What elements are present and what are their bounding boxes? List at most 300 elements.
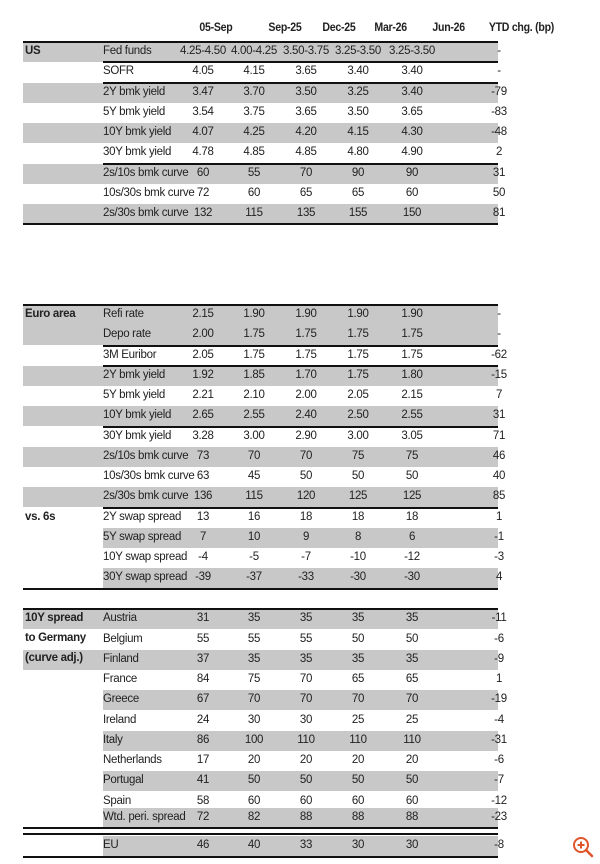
row-label: Finland bbox=[103, 653, 139, 665]
section-bottom-rule bbox=[23, 223, 498, 225]
section-bottom-rule bbox=[23, 827, 498, 829]
table-row bbox=[23, 771, 504, 791]
cell-value: 60 bbox=[405, 187, 419, 199]
cell-value: - bbox=[497, 308, 501, 320]
cell-value: -23 bbox=[491, 811, 507, 823]
row-label: SOFR bbox=[103, 65, 134, 77]
cell-value: 50 bbox=[405, 470, 419, 482]
cell-value: 125 bbox=[348, 490, 368, 502]
cell-value: 2.55 bbox=[243, 409, 265, 421]
cell-value: 4.78 bbox=[192, 146, 214, 158]
cell-value: 75 bbox=[351, 450, 365, 462]
cell-value: 1 bbox=[495, 673, 503, 685]
cell-value: 2.05 bbox=[347, 389, 369, 401]
column-header: Dec-25 bbox=[322, 22, 356, 34]
cell-value: 1.85 bbox=[243, 369, 265, 381]
cell-value: 60 bbox=[196, 167, 210, 179]
cell-value: 88 bbox=[299, 811, 313, 823]
row-label: 10Y bmk yield bbox=[103, 126, 172, 138]
cell-value: 132 bbox=[193, 207, 213, 219]
cell-value: -12 bbox=[491, 795, 507, 807]
section-bottom-rule bbox=[23, 856, 498, 858]
cell-value: 3.00 bbox=[243, 430, 265, 442]
cell-value: -7 bbox=[494, 774, 504, 786]
cell-value: 135 bbox=[296, 207, 316, 219]
cell-value: -4 bbox=[494, 714, 504, 726]
cell-value: 1.75 bbox=[295, 349, 317, 361]
divider-rule bbox=[103, 163, 498, 165]
table-row bbox=[23, 325, 501, 345]
cell-value: 1.75 bbox=[347, 349, 369, 361]
cell-value: 35 bbox=[247, 612, 261, 624]
cell-value: 18 bbox=[299, 511, 313, 523]
table-row bbox=[23, 386, 503, 406]
cell-value: 63 bbox=[196, 470, 210, 482]
cell-value: 3.00 bbox=[347, 430, 369, 442]
table-row bbox=[23, 83, 507, 103]
cell-value: 50 bbox=[492, 187, 506, 199]
cell-value: 70 bbox=[405, 693, 419, 705]
row-label: 30Y bmk yield bbox=[103, 146, 172, 158]
row-label: 5Y swap spread bbox=[103, 531, 182, 543]
cell-value: -9 bbox=[494, 653, 504, 665]
cell-value: 20 bbox=[247, 754, 261, 766]
cell-value: 3.05 bbox=[401, 430, 423, 442]
cell-value: 100 bbox=[244, 734, 264, 746]
divider-rule bbox=[103, 345, 498, 347]
cell-value: 73 bbox=[196, 450, 210, 462]
row-label: EU bbox=[103, 839, 119, 851]
cell-value: 25 bbox=[405, 714, 419, 726]
cell-value: 55 bbox=[247, 167, 261, 179]
cell-value: 3.40 bbox=[401, 65, 423, 77]
row-label: 5Y bmk yield bbox=[103, 106, 166, 118]
row-label: Netherlands bbox=[103, 754, 162, 766]
table-row bbox=[23, 123, 507, 143]
cell-value: 35 bbox=[299, 612, 313, 624]
group-label: US bbox=[25, 45, 41, 57]
cell-value: 24 bbox=[196, 714, 210, 726]
column-header-row bbox=[23, 22, 555, 40]
cell-value: 70 bbox=[351, 693, 365, 705]
cell-value: 7 bbox=[199, 531, 207, 543]
row-label: Refi rate bbox=[103, 308, 144, 320]
table-row bbox=[23, 548, 504, 568]
cell-value: 25 bbox=[351, 714, 365, 726]
cell-value: 40 bbox=[247, 839, 261, 851]
cell-value: 3.47 bbox=[192, 86, 214, 98]
row-label: 2s/10s bmk curve bbox=[103, 450, 189, 462]
cell-value: 30 bbox=[247, 714, 261, 726]
cell-value: 110 bbox=[297, 734, 315, 746]
row-label: Ireland bbox=[103, 714, 137, 726]
row-label: 3M Euribor bbox=[103, 349, 157, 361]
cell-value: 20 bbox=[405, 754, 419, 766]
cell-value: 81 bbox=[492, 207, 506, 219]
group-label: to Germany bbox=[25, 632, 86, 644]
row-label: Wtd. peri. spread bbox=[103, 811, 186, 823]
table-row bbox=[23, 164, 506, 184]
cell-value: 136 bbox=[193, 490, 213, 502]
cell-value: 2.15 bbox=[192, 308, 214, 320]
cell-value: 18 bbox=[405, 511, 419, 523]
cell-value: 30 bbox=[351, 839, 365, 851]
cell-value: 3.50 bbox=[347, 106, 369, 118]
column-header: Sep-25 bbox=[268, 22, 302, 34]
cell-value: 110 bbox=[349, 734, 367, 746]
cell-value: 72 bbox=[196, 187, 210, 199]
cell-value: 41 bbox=[196, 774, 210, 786]
row-label: 10s/30s bmk curve bbox=[103, 470, 195, 482]
cell-value: 46 bbox=[196, 839, 210, 851]
table-row bbox=[23, 670, 503, 690]
cell-value: 2.00 bbox=[192, 328, 214, 340]
cell-value: 3.70 bbox=[243, 86, 265, 98]
cell-value: 3.65 bbox=[401, 106, 423, 118]
cell-value: 31 bbox=[492, 167, 506, 179]
cell-value: 4.30 bbox=[401, 126, 423, 138]
cell-value: 50 bbox=[351, 470, 365, 482]
cell-value: 88 bbox=[351, 811, 365, 823]
row-label: 2Y swap spread bbox=[103, 511, 182, 523]
cell-value: 88 bbox=[405, 811, 419, 823]
cell-value: 125 bbox=[402, 490, 422, 502]
row-label: 10Y bmk yield bbox=[103, 409, 172, 421]
group-label: (curve adj.) bbox=[25, 652, 83, 664]
cell-value: 40 bbox=[492, 470, 506, 482]
table-row bbox=[23, 528, 504, 548]
cell-value: 4.25 bbox=[243, 126, 265, 138]
cell-value: -62 bbox=[491, 349, 507, 361]
cell-value: 20 bbox=[299, 754, 313, 766]
cell-value: 70 bbox=[299, 167, 313, 179]
cell-value: 1.90 bbox=[243, 308, 265, 320]
section-bottom-rule bbox=[23, 588, 498, 590]
cell-value: 35 bbox=[405, 612, 419, 624]
row-label: 30Y swap spread bbox=[103, 571, 188, 583]
cell-value: 3.28 bbox=[192, 430, 214, 442]
cell-value: - bbox=[497, 45, 501, 57]
cell-value: 70 bbox=[299, 673, 313, 685]
cell-value: 70 bbox=[299, 450, 313, 462]
cell-value: -79 bbox=[491, 86, 507, 98]
cell-value: 50 bbox=[247, 774, 261, 786]
cell-value: 3.25-3.50 bbox=[335, 45, 381, 57]
cell-value: 1.75 bbox=[295, 328, 317, 340]
cell-value: 4 bbox=[495, 571, 503, 583]
cell-value: 2.21 bbox=[192, 389, 214, 401]
cell-value: 4.15 bbox=[347, 126, 369, 138]
cell-value: 10 bbox=[247, 531, 261, 543]
row-label: 2s/30s bmk curve bbox=[103, 490, 189, 502]
cell-value: 2.05 bbox=[192, 349, 214, 361]
cell-value: 8 bbox=[354, 531, 362, 543]
cell-value: 70 bbox=[247, 450, 261, 462]
cell-value: 155 bbox=[348, 207, 368, 219]
table-row bbox=[23, 184, 506, 204]
row-label: 2Y bmk yield bbox=[103, 369, 166, 381]
cell-value: 18 bbox=[351, 511, 365, 523]
cell-value: 50 bbox=[299, 774, 313, 786]
cell-value: -33 bbox=[298, 571, 314, 583]
cell-value: 2.50 bbox=[347, 409, 369, 421]
row-label: Portugal bbox=[103, 774, 144, 786]
cell-value: 4.15 bbox=[243, 65, 265, 77]
table-row bbox=[23, 808, 507, 828]
cell-value: 82 bbox=[247, 811, 261, 823]
column-header: Jun-26 bbox=[432, 22, 465, 34]
row-label: 2s/10s bmk curve bbox=[103, 167, 189, 179]
cell-value: 90 bbox=[351, 167, 365, 179]
cell-value: 3.40 bbox=[401, 86, 423, 98]
table-row bbox=[23, 690, 507, 710]
table-row bbox=[23, 62, 501, 82]
cell-value: 3.25-3.50 bbox=[389, 45, 435, 57]
cell-value: -37 bbox=[246, 571, 262, 583]
cell-value: 86 bbox=[196, 734, 210, 746]
cell-value: 70 bbox=[247, 693, 261, 705]
cell-value: 35 bbox=[351, 653, 365, 665]
table-row bbox=[23, 568, 503, 588]
table-row bbox=[23, 792, 507, 808]
cell-value: -19 bbox=[491, 693, 507, 705]
cell-value: 2.40 bbox=[295, 409, 317, 421]
cell-value: 2.15 bbox=[401, 389, 423, 401]
row-label: Greece bbox=[103, 693, 139, 705]
table-row bbox=[23, 366, 507, 386]
cell-value: 3.25 bbox=[347, 86, 369, 98]
column-header: 05-Sep bbox=[199, 22, 233, 34]
cell-value: 50 bbox=[351, 774, 365, 786]
cell-value: -48 bbox=[491, 126, 507, 138]
cell-value: 1.75 bbox=[243, 349, 265, 361]
cell-value: 35 bbox=[299, 653, 313, 665]
row-label: 2Y bmk yield bbox=[103, 86, 166, 98]
cell-value: -7 bbox=[301, 551, 311, 563]
cell-value: 45 bbox=[247, 470, 261, 482]
cell-value: 1.75 bbox=[347, 369, 369, 381]
cell-value: 6 bbox=[408, 531, 416, 543]
cell-value: 115 bbox=[245, 207, 263, 219]
table-row bbox=[23, 751, 504, 771]
cell-value: 3.75 bbox=[243, 106, 265, 118]
cell-value: 115 bbox=[245, 490, 263, 502]
cell-value: -83 bbox=[491, 106, 507, 118]
cell-value: -39 bbox=[195, 571, 211, 583]
cell-value: 120 bbox=[296, 490, 316, 502]
cell-value: -31 bbox=[491, 734, 507, 746]
cell-value: 1.92 bbox=[192, 369, 214, 381]
cell-value: 1.75 bbox=[347, 328, 369, 340]
cell-value: 84 bbox=[196, 673, 210, 685]
cell-value: 1.75 bbox=[401, 328, 423, 340]
row-label: 5Y bmk yield bbox=[103, 389, 166, 401]
cell-value: -4 bbox=[198, 551, 208, 563]
cell-value: 1.75 bbox=[401, 349, 423, 361]
cell-value: 17 bbox=[196, 754, 210, 766]
cell-value: 35 bbox=[351, 612, 365, 624]
cell-value: 75 bbox=[405, 450, 419, 462]
section-top-rule bbox=[23, 608, 498, 610]
cell-value: - bbox=[497, 65, 501, 77]
row-label: Spain bbox=[103, 795, 131, 807]
cell-value: 35 bbox=[405, 653, 419, 665]
cell-value: 30 bbox=[405, 839, 419, 851]
cell-value: 3.40 bbox=[347, 65, 369, 77]
cell-value: 3.54 bbox=[192, 106, 214, 118]
row-label: Belgium bbox=[103, 633, 143, 645]
group-label: Euro area bbox=[25, 308, 76, 320]
cell-value: 1.90 bbox=[401, 308, 423, 320]
cell-value: 55 bbox=[299, 633, 313, 645]
cell-value: 33 bbox=[299, 839, 313, 851]
cell-value: 7 bbox=[495, 389, 503, 401]
table-row bbox=[23, 103, 507, 123]
table-row bbox=[23, 346, 507, 366]
cell-value: 1.70 bbox=[295, 369, 317, 381]
divider-rule bbox=[103, 365, 498, 367]
cell-value: 1.90 bbox=[347, 308, 369, 320]
divider-rule bbox=[103, 507, 498, 509]
cell-value: 3.65 bbox=[295, 106, 317, 118]
cell-value: 50 bbox=[405, 774, 419, 786]
cell-value: 58 bbox=[196, 795, 210, 807]
section-top-rule bbox=[23, 304, 498, 306]
cell-value: 4.07 bbox=[192, 126, 214, 138]
table-row bbox=[23, 305, 501, 325]
cell-value: 37 bbox=[196, 653, 210, 665]
cell-value: -3 bbox=[494, 551, 504, 563]
cell-value: 50 bbox=[405, 633, 419, 645]
cell-value: 30 bbox=[299, 714, 313, 726]
table-row bbox=[23, 836, 504, 856]
table-row bbox=[23, 467, 506, 487]
row-label: France bbox=[103, 673, 137, 685]
cell-value: 60 bbox=[405, 795, 419, 807]
row-label: 10Y swap spread bbox=[103, 551, 188, 563]
divider-rule bbox=[103, 61, 498, 63]
row-label: Fed funds bbox=[103, 45, 152, 57]
cell-value: 9 bbox=[302, 531, 310, 543]
table-row bbox=[23, 204, 506, 224]
cell-value: 65 bbox=[299, 187, 313, 199]
cell-value: 4.25-4.50 bbox=[180, 45, 226, 57]
table-row bbox=[23, 508, 503, 528]
row-label: 30Y bmk yield bbox=[103, 430, 172, 442]
row-label: 10s/30s bmk curve bbox=[103, 187, 195, 199]
row-label: Austria bbox=[103, 612, 137, 624]
table-row bbox=[23, 447, 506, 467]
cell-value: 31 bbox=[492, 409, 506, 421]
zoom-in-icon[interactable] bbox=[572, 836, 594, 858]
cell-value: 3.50-3.75 bbox=[283, 45, 329, 57]
cell-value: -6 bbox=[494, 754, 504, 766]
cell-value: 13 bbox=[196, 511, 210, 523]
table-row bbox=[23, 731, 507, 751]
cell-value: 60 bbox=[351, 795, 365, 807]
cell-value: 1.80 bbox=[401, 369, 423, 381]
cell-value: 4.85 bbox=[295, 146, 317, 158]
table-row bbox=[23, 487, 506, 507]
cell-value: 50 bbox=[299, 470, 313, 482]
cell-value: 4.00-4.25 bbox=[231, 45, 277, 57]
table-row bbox=[23, 143, 503, 163]
table-row bbox=[23, 650, 504, 670]
cell-value: 65 bbox=[351, 673, 365, 685]
column-header: YTD chg. (bp) bbox=[488, 22, 555, 34]
cell-value: 4.85 bbox=[243, 146, 265, 158]
cell-value: 55 bbox=[247, 633, 261, 645]
cell-value: 46 bbox=[492, 450, 506, 462]
cell-value: 65 bbox=[351, 187, 365, 199]
section-top-rule bbox=[23, 833, 498, 835]
cell-value: 67 bbox=[196, 693, 210, 705]
cell-value: 3.65 bbox=[295, 65, 317, 77]
cell-value: -15 bbox=[491, 369, 507, 381]
cell-value: -8 bbox=[494, 839, 504, 851]
cell-value: 65 bbox=[405, 673, 419, 685]
divider-rule bbox=[103, 426, 498, 428]
group-label: 10Y spread bbox=[25, 612, 84, 624]
cell-value: 72 bbox=[196, 811, 210, 823]
cell-value: -30 bbox=[404, 571, 420, 583]
cell-value: 85 bbox=[492, 490, 506, 502]
cell-value: -1 bbox=[494, 531, 504, 543]
cell-value: 90 bbox=[405, 167, 419, 179]
cell-value: 70 bbox=[299, 693, 313, 705]
cell-value: 4.90 bbox=[401, 146, 423, 158]
cell-value: 150 bbox=[402, 207, 422, 219]
cell-value: 60 bbox=[247, 187, 261, 199]
cell-value: -12 bbox=[404, 551, 420, 563]
table-row bbox=[23, 630, 504, 650]
cell-value: 2 bbox=[495, 146, 503, 158]
table-row bbox=[23, 406, 506, 426]
cell-value: - bbox=[497, 328, 501, 340]
column-header: Mar-26 bbox=[374, 22, 407, 34]
cell-value: 16 bbox=[247, 511, 261, 523]
row-label: Depo rate bbox=[103, 328, 151, 340]
divider-rule bbox=[103, 82, 498, 84]
cell-value: 31 bbox=[196, 612, 210, 624]
cell-value: 75 bbox=[247, 673, 261, 685]
cell-value: 4.20 bbox=[295, 126, 317, 138]
cell-value: 71 bbox=[492, 430, 506, 442]
cell-value: 2.55 bbox=[401, 409, 423, 421]
cell-value: -10 bbox=[350, 551, 366, 563]
table-row bbox=[23, 42, 501, 62]
cell-value: 1 bbox=[495, 511, 503, 523]
table-row bbox=[23, 609, 507, 629]
cell-value: 1.90 bbox=[295, 308, 317, 320]
cell-value: 60 bbox=[247, 795, 261, 807]
table-row bbox=[23, 427, 506, 447]
cell-value: 50 bbox=[351, 633, 365, 645]
cell-value: 1.75 bbox=[243, 328, 265, 340]
cell-value: 2.00 bbox=[295, 389, 317, 401]
cell-value: -30 bbox=[350, 571, 366, 583]
cell-value: -5 bbox=[249, 551, 259, 563]
cell-value: 55 bbox=[196, 633, 210, 645]
cell-value: 3.50 bbox=[295, 86, 317, 98]
row-label: Italy bbox=[103, 734, 123, 746]
cell-value: 2.10 bbox=[243, 389, 265, 401]
cell-value: 110 bbox=[403, 734, 421, 746]
cell-value: 35 bbox=[247, 653, 261, 665]
row-label: 2s/30s bmk curve bbox=[103, 207, 189, 219]
section-top-rule bbox=[23, 41, 498, 43]
cell-value: 2.65 bbox=[192, 409, 214, 421]
